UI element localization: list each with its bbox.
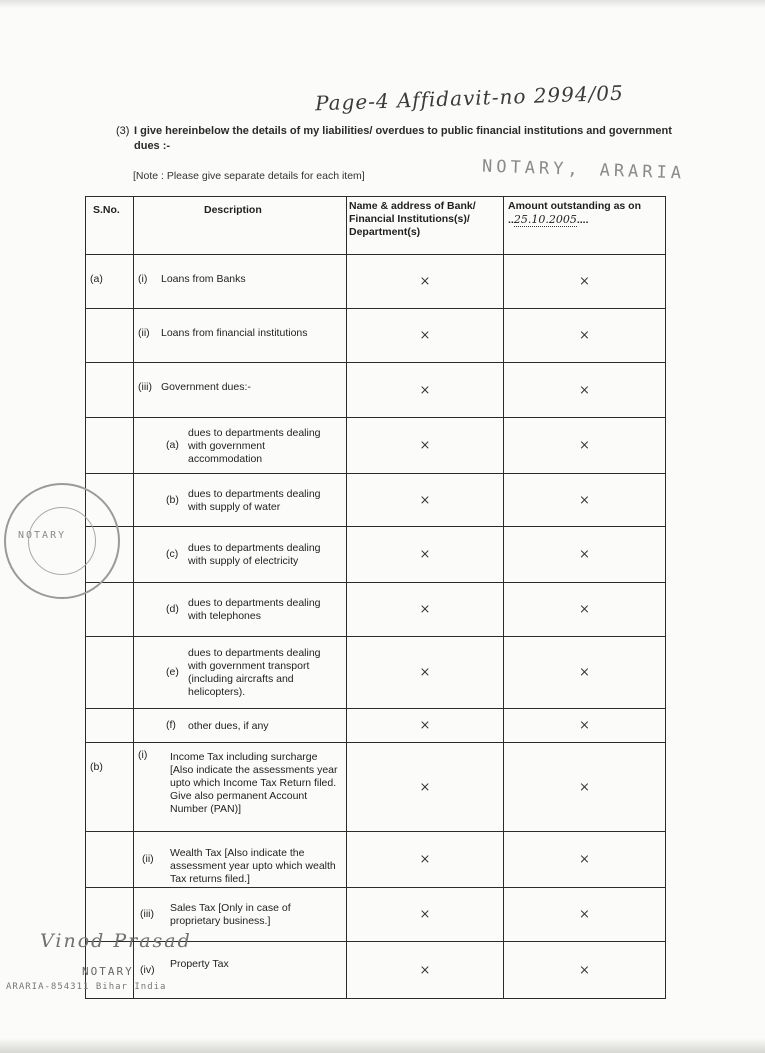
stamp-notary: NOTARY, — [481, 156, 583, 180]
row-marker: (ii) — [142, 853, 154, 865]
row-bank-value: × — [347, 474, 504, 527]
row-sno — [86, 832, 134, 888]
row-description — [134, 309, 347, 363]
seal-label: NOTARY — [18, 530, 67, 541]
stamp-place: ARARIA — [599, 160, 686, 184]
row-sno — [86, 418, 134, 474]
row-text: Income Tax including surcharge [Also indicate the assessments year upto which Income Tax Return filed. Give also permanent Account Number (PAN)] — [170, 751, 338, 815]
row-sno: (a) — [86, 255, 134, 309]
row-bank-value: × — [347, 418, 504, 474]
row-amount-value: × — [504, 363, 666, 418]
row-bank-value: × — [347, 743, 504, 832]
row-bank-value: × — [347, 637, 504, 709]
row-description — [134, 583, 347, 637]
row-amount-value: × — [504, 637, 666, 709]
row-sno — [86, 637, 134, 709]
notary-stamp-text — [482, 156, 686, 183]
row-text: dues to departments dealing with supply of electricity — [188, 542, 321, 567]
row-amount-value: × — [504, 474, 666, 527]
row-amount-value: × — [504, 888, 666, 942]
row-description — [134, 418, 347, 474]
section-number: (3) — [116, 125, 130, 137]
header-bank: Name & address of Bank/ Financial Institutions(s)/ Department(s) — [347, 197, 504, 255]
row-marker: (e) — [166, 666, 179, 678]
row-description — [134, 743, 347, 832]
row-description — [134, 637, 347, 709]
table-row — [86, 255, 666, 309]
row-text: Wealth Tax [Also indicate the assessment year upto which wealth Tax returns filed.] — [170, 847, 336, 885]
row-bank-value: × — [347, 832, 504, 888]
row-description — [134, 832, 347, 888]
row-marker: (iv) — [140, 964, 155, 976]
row-amount-value: × — [504, 743, 666, 832]
table-header-row — [86, 197, 666, 255]
row-marker: (c) — [166, 548, 179, 560]
notary-seal — [4, 483, 120, 599]
row-marker: (b) — [166, 494, 179, 506]
table-row — [86, 832, 666, 888]
row-description — [134, 474, 347, 527]
row-description — [134, 527, 347, 583]
table-row — [86, 709, 666, 743]
row-marker: (i) — [138, 273, 148, 285]
header-amount: Amount outstanding as on ..25.10.2005.... — [504, 197, 666, 255]
row-sno — [86, 583, 134, 637]
row-text: Property Tax — [170, 958, 229, 970]
handwritten-page-note: Page-4 Affidavit-no 2994/05 — [314, 80, 625, 116]
table-row — [86, 418, 666, 474]
row-marker: (a) — [166, 439, 179, 451]
section-note: [Note : Please give separate details for each item] — [133, 170, 365, 182]
row-bank-value: × — [347, 527, 504, 583]
row-text: dues to departments dealing with supply of water — [188, 488, 321, 513]
header-description: Description — [134, 197, 347, 255]
signature-name: Vinod Prasad — [40, 930, 192, 952]
section-intro: I give hereinbelow the details of my liabilities/ overdues to public financial institutions and government dues :- — [134, 125, 672, 152]
header-sno: S.No. — [86, 197, 134, 255]
table-row — [86, 363, 666, 418]
table-row — [86, 309, 666, 363]
row-text: other dues, if any — [188, 720, 269, 732]
row-amount-value: × — [504, 309, 666, 363]
table-row — [86, 637, 666, 709]
row-text: Loans from Banks — [161, 273, 246, 285]
row-marker: (ii) — [138, 327, 150, 339]
row-text: Sales Tax [Only in case of proprietary business.] — [170, 902, 291, 927]
row-bank-value: × — [347, 309, 504, 363]
row-bank-value: × — [347, 363, 504, 418]
row-marker: (d) — [166, 603, 179, 615]
signature-title: NOTARY — [82, 965, 134, 978]
row-bank-value: × — [347, 942, 504, 999]
notary-seal-inner-ring — [28, 507, 96, 575]
row-text: dues to departments dealing with telephones — [188, 597, 321, 622]
row-marker: (i) — [138, 749, 148, 761]
row-marker: (iii) — [140, 908, 154, 920]
table-row — [86, 743, 666, 832]
row-bank-value: × — [347, 583, 504, 637]
scan-edge-top — [0, 0, 765, 8]
row-bank-value: × — [347, 888, 504, 942]
row-text: dues to departments dealing with government transport (including aircrafts and helicopters). — [188, 647, 321, 698]
signature-place: ARARIA-854311 Bihar India — [6, 982, 167, 992]
table-row — [86, 474, 666, 527]
row-description — [134, 255, 347, 309]
row-bank-value: × — [347, 709, 504, 743]
liabilities-table — [85, 196, 666, 999]
row-text: Loans from financial institutions — [161, 327, 308, 339]
row-amount-value: × — [504, 942, 666, 999]
row-sno — [86, 363, 134, 418]
row-sno — [86, 709, 134, 743]
row-bank-value: × — [347, 255, 504, 309]
row-text: Government dues:- — [161, 381, 251, 393]
row-description — [134, 709, 347, 743]
row-amount-value: × — [504, 709, 666, 743]
header-amount-label: Amount outstanding as on .. — [508, 200, 641, 226]
row-amount-value: × — [504, 583, 666, 637]
row-amount-value: × — [504, 832, 666, 888]
row-amount-value: × — [504, 418, 666, 474]
row-amount-value: × — [504, 255, 666, 309]
table-row — [86, 527, 666, 583]
table-row — [86, 583, 666, 637]
row-text: dues to departments dealing with government accommodation — [188, 427, 321, 465]
row-description — [134, 363, 347, 418]
row-sno: (b) — [86, 743, 134, 832]
scan-edge-bottom — [0, 1038, 765, 1053]
row-marker: (f) — [166, 719, 176, 731]
row-marker: (iii) — [138, 381, 152, 393]
handwritten-date: 25.10.2005 — [513, 213, 577, 226]
row-sno — [86, 309, 134, 363]
row-amount-value: × — [504, 527, 666, 583]
